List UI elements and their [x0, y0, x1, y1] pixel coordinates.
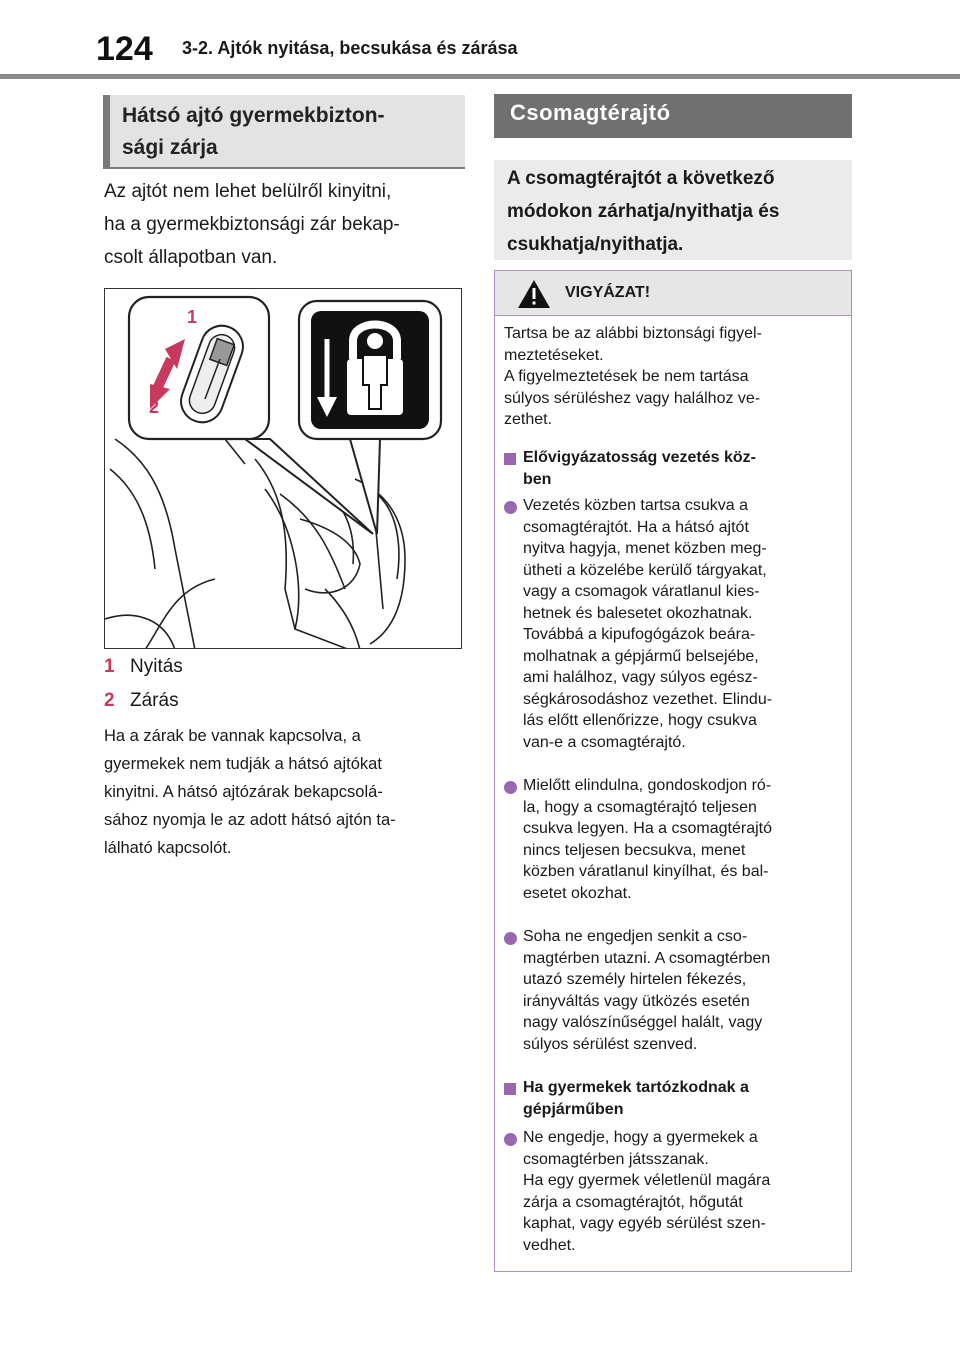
- warning-line: súlyos sérüléshez vagy halálhoz ve-: [504, 389, 761, 407]
- warning-line: meztetéseket.: [504, 346, 604, 364]
- warning-line: irányváltás vagy ütközés esetén: [523, 992, 750, 1010]
- warning-line: magtérben utazni. A csomagtérben: [523, 949, 771, 967]
- note-line: gyermekek nem tudják a hátsó ajtókat: [104, 755, 382, 773]
- warning-section-title: [523, 447, 843, 490]
- square-bullet-icon: [504, 1083, 516, 1095]
- item-number: 1: [104, 656, 115, 677]
- section-heading-tailgate: Csomagtérajtó: [494, 94, 852, 138]
- warning-line: nagy valószínűséggel halált, vagy: [523, 1014, 763, 1031]
- intro-text: [104, 175, 464, 274]
- warning-line: Ne engedje, hogy a gyermekek a: [523, 1129, 758, 1146]
- warning-box: [494, 270, 852, 1272]
- warning-line: Elővigyázatosság vezetés köz-: [523, 449, 756, 466]
- note-text: [104, 722, 466, 862]
- note-line: kinyitni. A hátsó ajtózárak bekapcsolá-: [104, 783, 383, 801]
- heading-line: sági zárja: [122, 136, 218, 159]
- warning-line: Mielőtt elindulna, gondoskodjon ró-: [523, 777, 772, 794]
- warning-line: esetet okozhat.: [523, 884, 632, 902]
- warning-line: ami halálhoz, vagy súlyos egész-: [523, 669, 758, 686]
- warning-line: ben: [523, 470, 552, 488]
- note-line: sához nyomja le az adott hátsó ajtón ta-: [104, 811, 396, 829]
- figure-label-2: 2: [149, 397, 160, 417]
- warning-line: csomagtérben játsszanak.: [523, 1150, 709, 1168]
- child-lock-illustration: [104, 288, 462, 649]
- warning-line: Vezetés közben tartsa csukva a: [523, 497, 749, 514]
- warning-line: zethet.: [504, 411, 553, 428]
- item-label: Nyitás: [130, 656, 183, 677]
- warning-header: [495, 271, 851, 316]
- warning-line: Tartsa be az alábbi biztonsági figyel-: [504, 325, 762, 342]
- warning-line: súlyos sérülést szenved.: [523, 1035, 698, 1053]
- heading-underline: [103, 167, 465, 169]
- warning-line: vedhet.: [523, 1236, 576, 1254]
- section-heading-child-lock: [103, 95, 465, 167]
- warning-line: Továbbá a kipufogógázok beára-: [523, 626, 756, 643]
- note-line: Ha a zárak be vannak kapcsolva, a: [104, 727, 361, 745]
- round-bullet-icon: [504, 1133, 517, 1146]
- round-bullet-icon: [504, 932, 517, 945]
- subheading-box: [494, 160, 852, 260]
- round-bullet-icon: [504, 501, 517, 514]
- warning-line: csomagtérajtót. Ha a hátsó ajtót: [523, 518, 749, 536]
- warning-line: ütheti a közelébe kerülő tárgyakat,: [523, 561, 767, 579]
- page-number: 124: [96, 30, 153, 68]
- warning-line: nincs teljesen becsukva, menet: [523, 841, 746, 859]
- header-rule: [0, 74, 960, 79]
- warning-line: zárja a csomagtérajtót, hőgutát: [523, 1193, 743, 1211]
- item-number: 2: [104, 690, 115, 711]
- list-item-open: [104, 656, 183, 678]
- warning-line: csukva legyen. Ha a csomagtérajtó: [523, 820, 773, 837]
- list-item-close: [104, 690, 179, 712]
- warning-line: utazó személy hirtelen fékezés,: [523, 971, 747, 988]
- warning-line: közben váratlanul kinyílhat, és bal-: [523, 863, 769, 880]
- warning-line: van-e a csomagtérajtó.: [523, 733, 686, 751]
- subheading-line: csukhatja/nyithatja.: [507, 234, 684, 255]
- warning-bullet: [523, 775, 843, 904]
- intro-line: csolt állapotban van.: [104, 247, 278, 268]
- warning-line: nyitva hagyja, menet közben meg-: [523, 540, 767, 557]
- warning-bullet: [523, 1127, 843, 1256]
- warning-intro: [504, 323, 842, 431]
- warning-line: gépjárműben: [523, 1100, 624, 1118]
- intro-line: Az ajtót nem lehet belülről kinyitni,: [104, 181, 392, 202]
- square-bullet-icon: [504, 453, 516, 465]
- warning-bullet: [523, 926, 843, 1055]
- warning-line: Ha gyermekek tartózkodnak a: [523, 1079, 749, 1096]
- intro-line: ha a gyermekbiztonsági zár bekap-: [104, 214, 400, 235]
- warning-line: lás előtt ellenőrizze, hogy csukva: [523, 712, 757, 729]
- warning-line: A figyelmeztetések be nem tartása: [504, 368, 749, 385]
- warning-bullet: [523, 495, 843, 753]
- warning-title: VIGYÁZAT!: [565, 284, 651, 301]
- warning-triangle-icon: [517, 279, 551, 309]
- warning-line: ségkárosodáshoz vezethet. Elindu-: [523, 690, 773, 708]
- heading-line: Hátsó ajtó gyermekbizton-: [122, 104, 385, 127]
- subheading-line: A csomagtérajtót a következő: [507, 168, 775, 189]
- chapter-title: 3-2. Ajtók nyitása, becsukása és zárása: [182, 38, 518, 58]
- warning-line: Ha egy gyermek véletlenül magára: [523, 1172, 771, 1189]
- door-lock-drawing: [105, 289, 462, 649]
- round-bullet-icon: [504, 781, 517, 794]
- item-label: Zárás: [130, 690, 179, 711]
- subheading-line: módokon zárhatja/nyithatja és: [507, 201, 780, 222]
- warning-line: hetnek és balesetet okozhatnak.: [523, 604, 753, 622]
- warning-line: kaphat, vagy egyéb sérülést szen-: [523, 1215, 766, 1232]
- warning-line: molhatnak a gépjármű belsejébe,: [523, 647, 759, 665]
- warning-line: la, hogy a csomagtérajtó teljesen: [523, 798, 757, 816]
- warning-line: vagy a csomagok váratlanul kies-: [523, 583, 760, 600]
- note-line: lálható kapcsolót.: [104, 839, 232, 857]
- warning-line: Soha ne engedjen senkit a cso-: [523, 928, 748, 945]
- warning-section-title: [523, 1077, 843, 1120]
- figure-label-1: 1: [187, 307, 198, 327]
